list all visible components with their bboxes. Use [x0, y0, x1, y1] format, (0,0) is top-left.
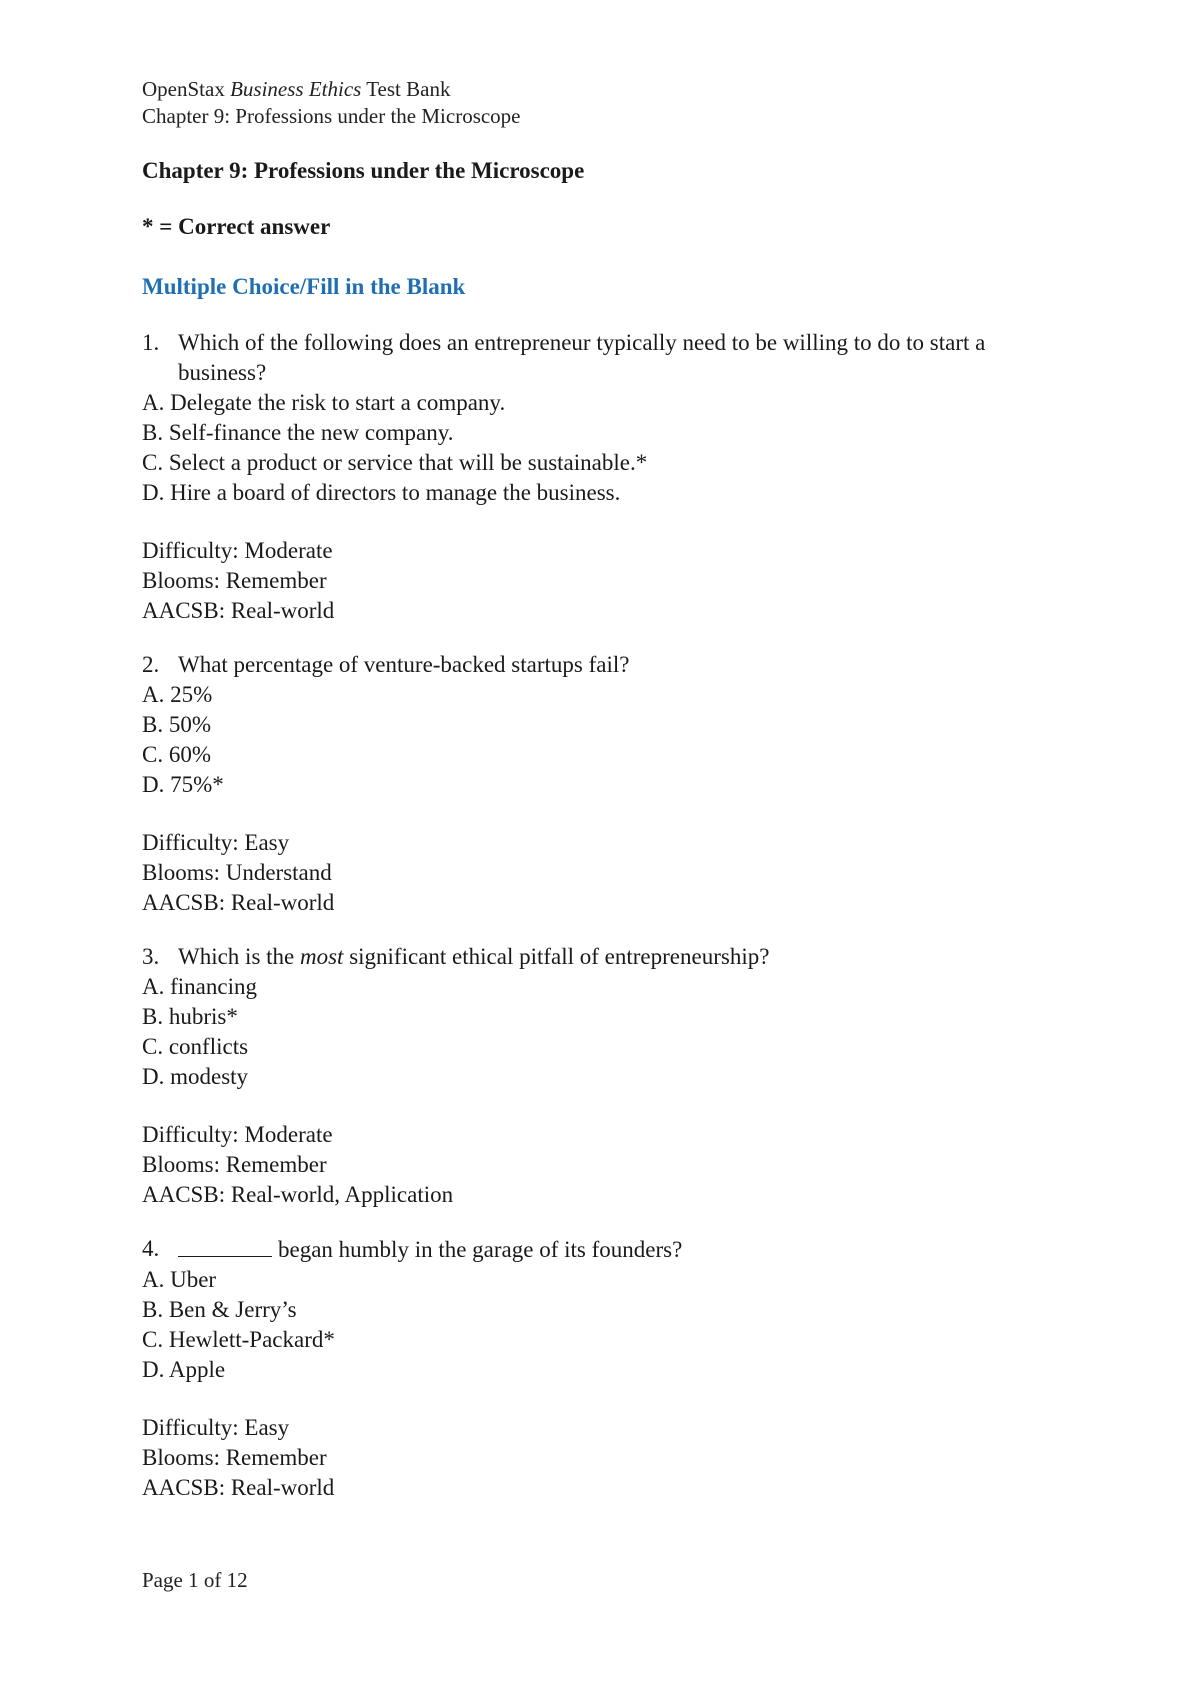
- question-text-start: Which is the: [178, 944, 300, 969]
- question-text-end: significant ethical pitfall of entrepreneurship?: [343, 944, 770, 969]
- difficulty: Difficulty: Easy: [142, 830, 290, 855]
- chapter-title: Chapter 9: Professions under the Microscope: [142, 158, 585, 183]
- difficulty: Difficulty: Moderate: [142, 538, 333, 563]
- question-text: What percentage of venture-backed startups fail?: [178, 652, 630, 677]
- option-a: A. 25%: [142, 682, 213, 707]
- blooms: Blooms: Remember: [142, 568, 327, 593]
- header-book-title: Business Ethics: [230, 77, 362, 101]
- question-4: [142, 1234, 1042, 1503]
- question-number: 2.: [142, 652, 160, 677]
- question-text-emphasis: most: [300, 944, 344, 969]
- aacsb: AACSB: Real-world, Application: [142, 1182, 454, 1207]
- difficulty: Difficulty: Moderate: [142, 1122, 333, 1147]
- aacsb: AACSB: Real-world: [142, 890, 335, 915]
- document-page: [142, 76, 1042, 1503]
- option-c: C. Hewlett-Packard*: [142, 1327, 335, 1352]
- question-text-end: began humbly in the garage of its founders?: [278, 1237, 683, 1262]
- blooms: Blooms: Remember: [142, 1445, 327, 1470]
- question-text: [178, 1234, 1042, 1265]
- running-header-title: [142, 76, 1042, 103]
- question-stem: [142, 328, 1042, 388]
- question-meta: [142, 828, 1042, 918]
- blooms: Blooms: Remember: [142, 1152, 327, 1177]
- question-text: Which of the following does an entrepreneur typically need to be willing to do to start a business?: [178, 330, 986, 385]
- difficulty: Difficulty: Easy: [142, 1415, 290, 1440]
- fill-in-blank: [178, 1234, 272, 1257]
- question-number: 3.: [142, 944, 160, 969]
- option-c: C. Select a product or service that will be sustainable.*: [142, 450, 648, 475]
- section-heading: Multiple Choice/Fill in the Blank: [142, 274, 466, 299]
- question-meta: [142, 536, 1042, 626]
- question-text: [178, 942, 1042, 972]
- header-prefix: OpenStax: [142, 77, 231, 101]
- option-d: D. 75%*: [142, 772, 224, 797]
- option-b: B. Self-finance the new company.: [142, 420, 454, 445]
- question-2: [142, 650, 1042, 918]
- option-d: D. Apple: [142, 1357, 226, 1382]
- blooms: Blooms: Understand: [142, 860, 332, 885]
- question-stem: [142, 1234, 1042, 1265]
- option-d: D. modesty: [142, 1064, 249, 1089]
- header-suffix: Test Bank: [361, 77, 451, 101]
- option-a: A. financing: [142, 974, 257, 999]
- question-number: 4.: [142, 1236, 160, 1261]
- answer-legend: * = Correct answer: [142, 214, 331, 239]
- option-c: C. conflicts: [142, 1034, 249, 1059]
- question-1: [142, 328, 1042, 626]
- question-meta: [142, 1120, 1042, 1210]
- option-c: C. 60%: [142, 742, 211, 767]
- question-stem: [142, 650, 1042, 680]
- page-footer: Page 1 of 12: [142, 1568, 248, 1592]
- question-number: 1.: [142, 330, 160, 355]
- option-a: A. Uber: [142, 1267, 217, 1292]
- option-a: A. Delegate the risk to start a company.: [142, 390, 506, 415]
- question-meta: [142, 1413, 1042, 1503]
- option-b: B. hubris*: [142, 1004, 238, 1029]
- option-b: B. 50%: [142, 712, 211, 737]
- aacsb: AACSB: Real-world: [142, 1475, 335, 1500]
- option-d: D. Hire a board of directors to manage the business.: [142, 480, 621, 505]
- aacsb: AACSB: Real-world: [142, 598, 335, 623]
- running-header-chapter: Chapter 9: Professions under the Microscope: [142, 104, 521, 128]
- option-b: B. Ben & Jerry’s: [142, 1297, 297, 1322]
- question-3: [142, 942, 1042, 1210]
- question-stem: [142, 942, 1042, 972]
